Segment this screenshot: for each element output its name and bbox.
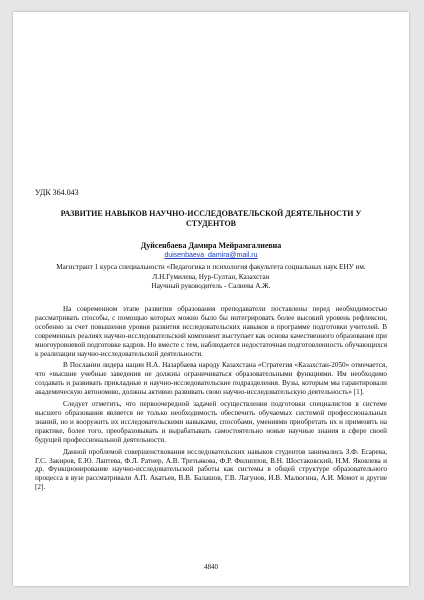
affiliation: [35, 263, 387, 292]
author-name: Дуйсенбаева Дамира Мейрамгалиевна: [140, 241, 282, 250]
page-number: 4840: [204, 563, 218, 571]
paragraph: На современном этапе развития образования преподаватели поставлены перед необходимостью рассматривать способы, с помощью которых можно было бы интегрировать более высокий уровень рефлексии, особенно за счет повышения уровня развития исследовательских навыков в программе подготовки учителей. В современных реалиях научно-исследовательский компонент выступает как основа качественного образования при многоуровневой подготовке кадров. Но вместе с тем, наблюдается недостаточная подготовленность обучающихся к реализации научно-исследовательской деятельности.: [35, 305, 387, 358]
author-email-link[interactable]: duisenbaeva_damira@mail.ru: [164, 252, 258, 259]
paragraph: Данной проблемой совершенствования исследовательских навыков студентов занимались З.Ф. Есарева, Г.С. Закиров, Е.Ю. Лаптева, Ф.Л. Ратнер, А.В. Третьякова, Ф.Р. Филиппов, В.Н. Шостаковский, Н.М. Яковлева и др. Функционирование научно-исследовательской работы как системы в общей структуре образовательного процесса в вузе рассматривали А.П. Акатьев, В.В. Балашов, Г.В. Лагунов, И.В. Малюгина, А.И. Момот и другие [2].: [35, 447, 387, 492]
paragraph: Следует отметить, что первоочередной задачей осуществления подготовки специалистов в системе высшего образования является не только необходимость обеспечить обучаемых системой профессиональных знаний, но и вооружить их исследовательскими навыками, способами, умениями приобретать их и применять на практике, более того, преобразовывать и вырабатывать самостоятельно новые научные знания в сфере своей будущей профессиональной деятельности.: [35, 400, 387, 444]
article-title: РАЗВИТИЕ НАВЫКОВ НАУЧНО-ИССЛЕДОВАТЕЛЬСКОЙ ДЕЯТЕЛЬНОСТИ У СТУДЕНТОВ: [60, 209, 362, 228]
supervisor-line: Научный руководитель - Салиева А.Ж.: [151, 282, 271, 291]
article-body: [35, 305, 387, 495]
udk-code: УДК 364.043: [35, 188, 79, 197]
document-page: [13, 12, 409, 586]
paragraph: В Послании лидера нации Н.А. Назарбаева народу Казахстана «Стратегия «Казахстан-2050» отмечается, что «высшие учебные заведения не должны ограничиваться образовательными функциями. Им необходимо создавать и развивать прикладные и научно-исследовательские подразделения. Вузы, которым мы гарантировали академическую автономию, должны активно развивать свою научно-исследовательскую деятельность» [1].: [35, 361, 387, 397]
affiliation-line: Магистрант 1 курса специальности «Педагогика и психология факультета социальных наук ЕНУ им. Л.Н.Гумилева, Нур-Султан, Казахстан: [56, 263, 366, 281]
